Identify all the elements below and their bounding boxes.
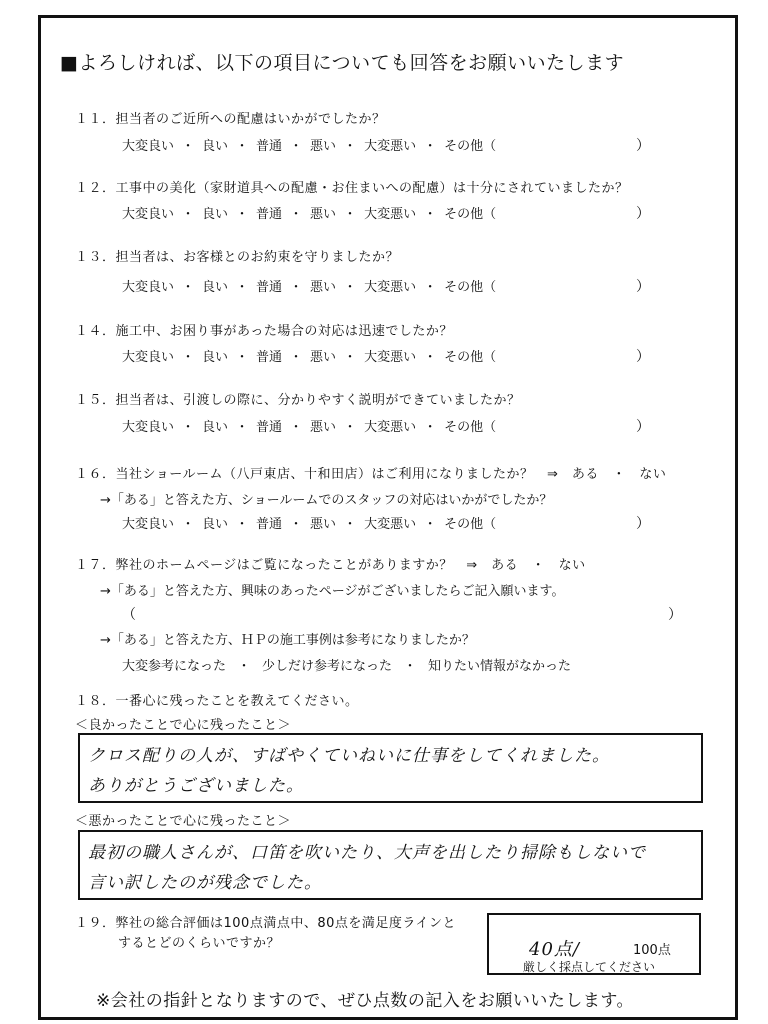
option-very-good[interactable]: 大変良い xyxy=(122,350,175,365)
option-other[interactable]: その他（ xyxy=(444,280,497,295)
options-q14: 大変良い ・ 良い ・ 普通 ・ 悪い ・ 大変悪い ・ その他（ xyxy=(122,346,496,365)
option-very-helpful[interactable]: 大変参考になった xyxy=(122,659,227,674)
options-q16: 大変良い ・ 良い ・ 普通 ・ 悪い ・ 大変悪い ・ その他（ xyxy=(122,513,496,532)
option-very-bad[interactable]: 大変悪い xyxy=(364,207,417,222)
option-very-good[interactable]: 大変良い xyxy=(122,207,175,222)
option-bad[interactable]: 悪い xyxy=(310,139,337,154)
option-good[interactable]: 良い xyxy=(202,280,229,295)
option-very-good[interactable]: 大変良い xyxy=(122,517,175,532)
bad-memory-line1: 最初の職人さんが、口笛を吹いたり、大声を出したり掃除もしないで xyxy=(88,843,646,863)
option-normal[interactable]: 普通 xyxy=(256,207,283,222)
option-other[interactable]: その他（ xyxy=(444,139,497,154)
question-17-sub1: →「ある」と答えた方、興味のあったページがございましたらご記入願います。 xyxy=(100,584,565,599)
option-other[interactable]: その他（ xyxy=(444,517,497,532)
close-paren: ） xyxy=(636,206,650,222)
option-good[interactable]: 良い xyxy=(202,350,229,365)
option-good[interactable]: 良い xyxy=(202,420,229,435)
close-paren: ） xyxy=(636,138,650,154)
option-normal[interactable]: 普通 xyxy=(256,420,283,435)
question-14: １４．施工中、お困り事があった場合の対応は迅速でしたか？ xyxy=(75,324,453,339)
options-q13: 大変良い ・ 良い ・ 普通 ・ 悪い ・ 大変悪い ・ その他（ xyxy=(122,276,496,295)
option-very-good[interactable]: 大変良い xyxy=(122,139,175,154)
good-memory-label: ＜良かったことで心に残ったこと＞ xyxy=(75,718,292,733)
option-very-good[interactable]: 大変良い xyxy=(122,280,175,295)
options-q17: 大変参考になった ・ 少しだけ参考になった ・ 知りたい情報がなかった xyxy=(122,655,571,674)
question-18: １８．一番心に残ったことを教えてください。 xyxy=(75,694,359,709)
question-16-sub: →「ある」と答えた方、ショールームでのスタッフの対応はいかがでしたか？ xyxy=(100,493,553,508)
option-very-good[interactable]: 大変良い xyxy=(122,420,175,435)
option-not-helpful[interactable]: 知りたい情報がなかった xyxy=(428,659,572,674)
option-bad[interactable]: 悪い xyxy=(310,207,337,222)
option-good[interactable]: 良い xyxy=(202,207,229,222)
close-paren: ） xyxy=(636,349,650,365)
options-q11: 大変良い ・ 良い ・ 普通 ・ 悪い ・ 大変悪い ・ その他（ xyxy=(122,135,496,154)
option-bad[interactable]: 悪い xyxy=(310,517,337,532)
option-very-bad[interactable]: 大変悪い xyxy=(364,420,417,435)
option-other[interactable]: その他（ xyxy=(444,207,497,222)
question-19-line1: １９．弊社の総合評価は100点満点中、80点を満足度ラインと xyxy=(75,916,456,931)
option-very-bad[interactable]: 大変悪い xyxy=(364,517,417,532)
option-good[interactable]: 良い xyxy=(202,139,229,154)
option-other[interactable]: その他（ xyxy=(444,350,497,365)
question-17: １７．弊社のホームページはご覧になったことがありますか？ ⇒ ある ・ ない xyxy=(75,558,586,573)
bad-memory-line2: 言い訳したのが残念でした。 xyxy=(88,873,322,893)
bad-memory-box[interactable] xyxy=(78,830,703,900)
option-normal[interactable]: 普通 xyxy=(256,139,283,154)
question-11: １１．担当者のご近所への配慮はいかがでしたか？ xyxy=(75,112,386,127)
footer-note: ※会社の指針となりますので、ぜひ点数の記入をお願いいたします。 xyxy=(96,991,635,1011)
question-13: １３．担当者は、お客様とのお約束を守りましたか？ xyxy=(75,250,400,265)
question-12: １２．工事中の美化（家財道具への配慮・お住まいへの配慮）は十分にされていましたか？ xyxy=(75,181,629,196)
option-normal[interactable]: 普通 xyxy=(256,350,283,365)
option-good[interactable]: 良い xyxy=(202,517,229,532)
option-slightly-helpful[interactable]: 少しだけ参考になった xyxy=(262,659,393,674)
question-16: １６．当社ショールーム（八戸東店、十和田店）はご利用になりましたか？ ⇒ ある ・ ない xyxy=(75,467,667,482)
open-paren: （ xyxy=(122,607,136,623)
option-bad[interactable]: 悪い xyxy=(310,350,337,365)
option-bad[interactable]: 悪い xyxy=(310,280,337,295)
option-normal[interactable]: 普通 xyxy=(256,517,283,532)
score-max: 100点 xyxy=(633,943,671,958)
option-bad[interactable]: 悪い xyxy=(310,420,337,435)
question-15: １５．担当者は、引渡しの際に、分かりやすく説明ができていましたか？ xyxy=(75,393,521,408)
option-normal[interactable]: 普通 xyxy=(256,280,283,295)
option-other[interactable]: その他（ xyxy=(444,420,497,435)
options-q15: 大変良い ・ 良い ・ 普通 ・ 悪い ・ 大変悪い ・ その他（ xyxy=(122,416,496,435)
options-q12: 大変良い ・ 良い ・ 普通 ・ 悪い ・ 大変悪い ・ その他（ xyxy=(122,203,496,222)
close-paren: ） xyxy=(636,419,650,435)
question-17-sub2: →「ある」と答えた方、ＨＰの施工事例は参考になりましたか？ xyxy=(100,633,475,648)
good-memory-line2: ありがとうございました。 xyxy=(88,776,304,796)
form-header: ■よろしければ、以下の項目についても回答をお願いいたします xyxy=(60,52,625,74)
bad-memory-label: ＜悪かったことで心に残ったこと＞ xyxy=(75,814,292,829)
score-box[interactable] xyxy=(487,913,701,975)
option-very-bad[interactable]: 大変悪い xyxy=(364,139,417,154)
close-paren: ） xyxy=(668,607,682,623)
close-paren: ） xyxy=(636,279,650,295)
score-note: 厳しく採点してください xyxy=(523,960,656,974)
option-very-bad[interactable]: 大変悪い xyxy=(364,350,417,365)
good-memory-box[interactable] xyxy=(78,733,703,803)
good-memory-line1: クロス配りの人が、すばやくていねいに仕事をしてくれました。 xyxy=(88,746,610,766)
question-19-line2: するとどのくらいですか？ xyxy=(118,936,281,951)
close-paren: ） xyxy=(636,516,650,532)
score-written: 40点/ xyxy=(529,939,580,960)
option-very-bad[interactable]: 大変悪い xyxy=(364,280,417,295)
